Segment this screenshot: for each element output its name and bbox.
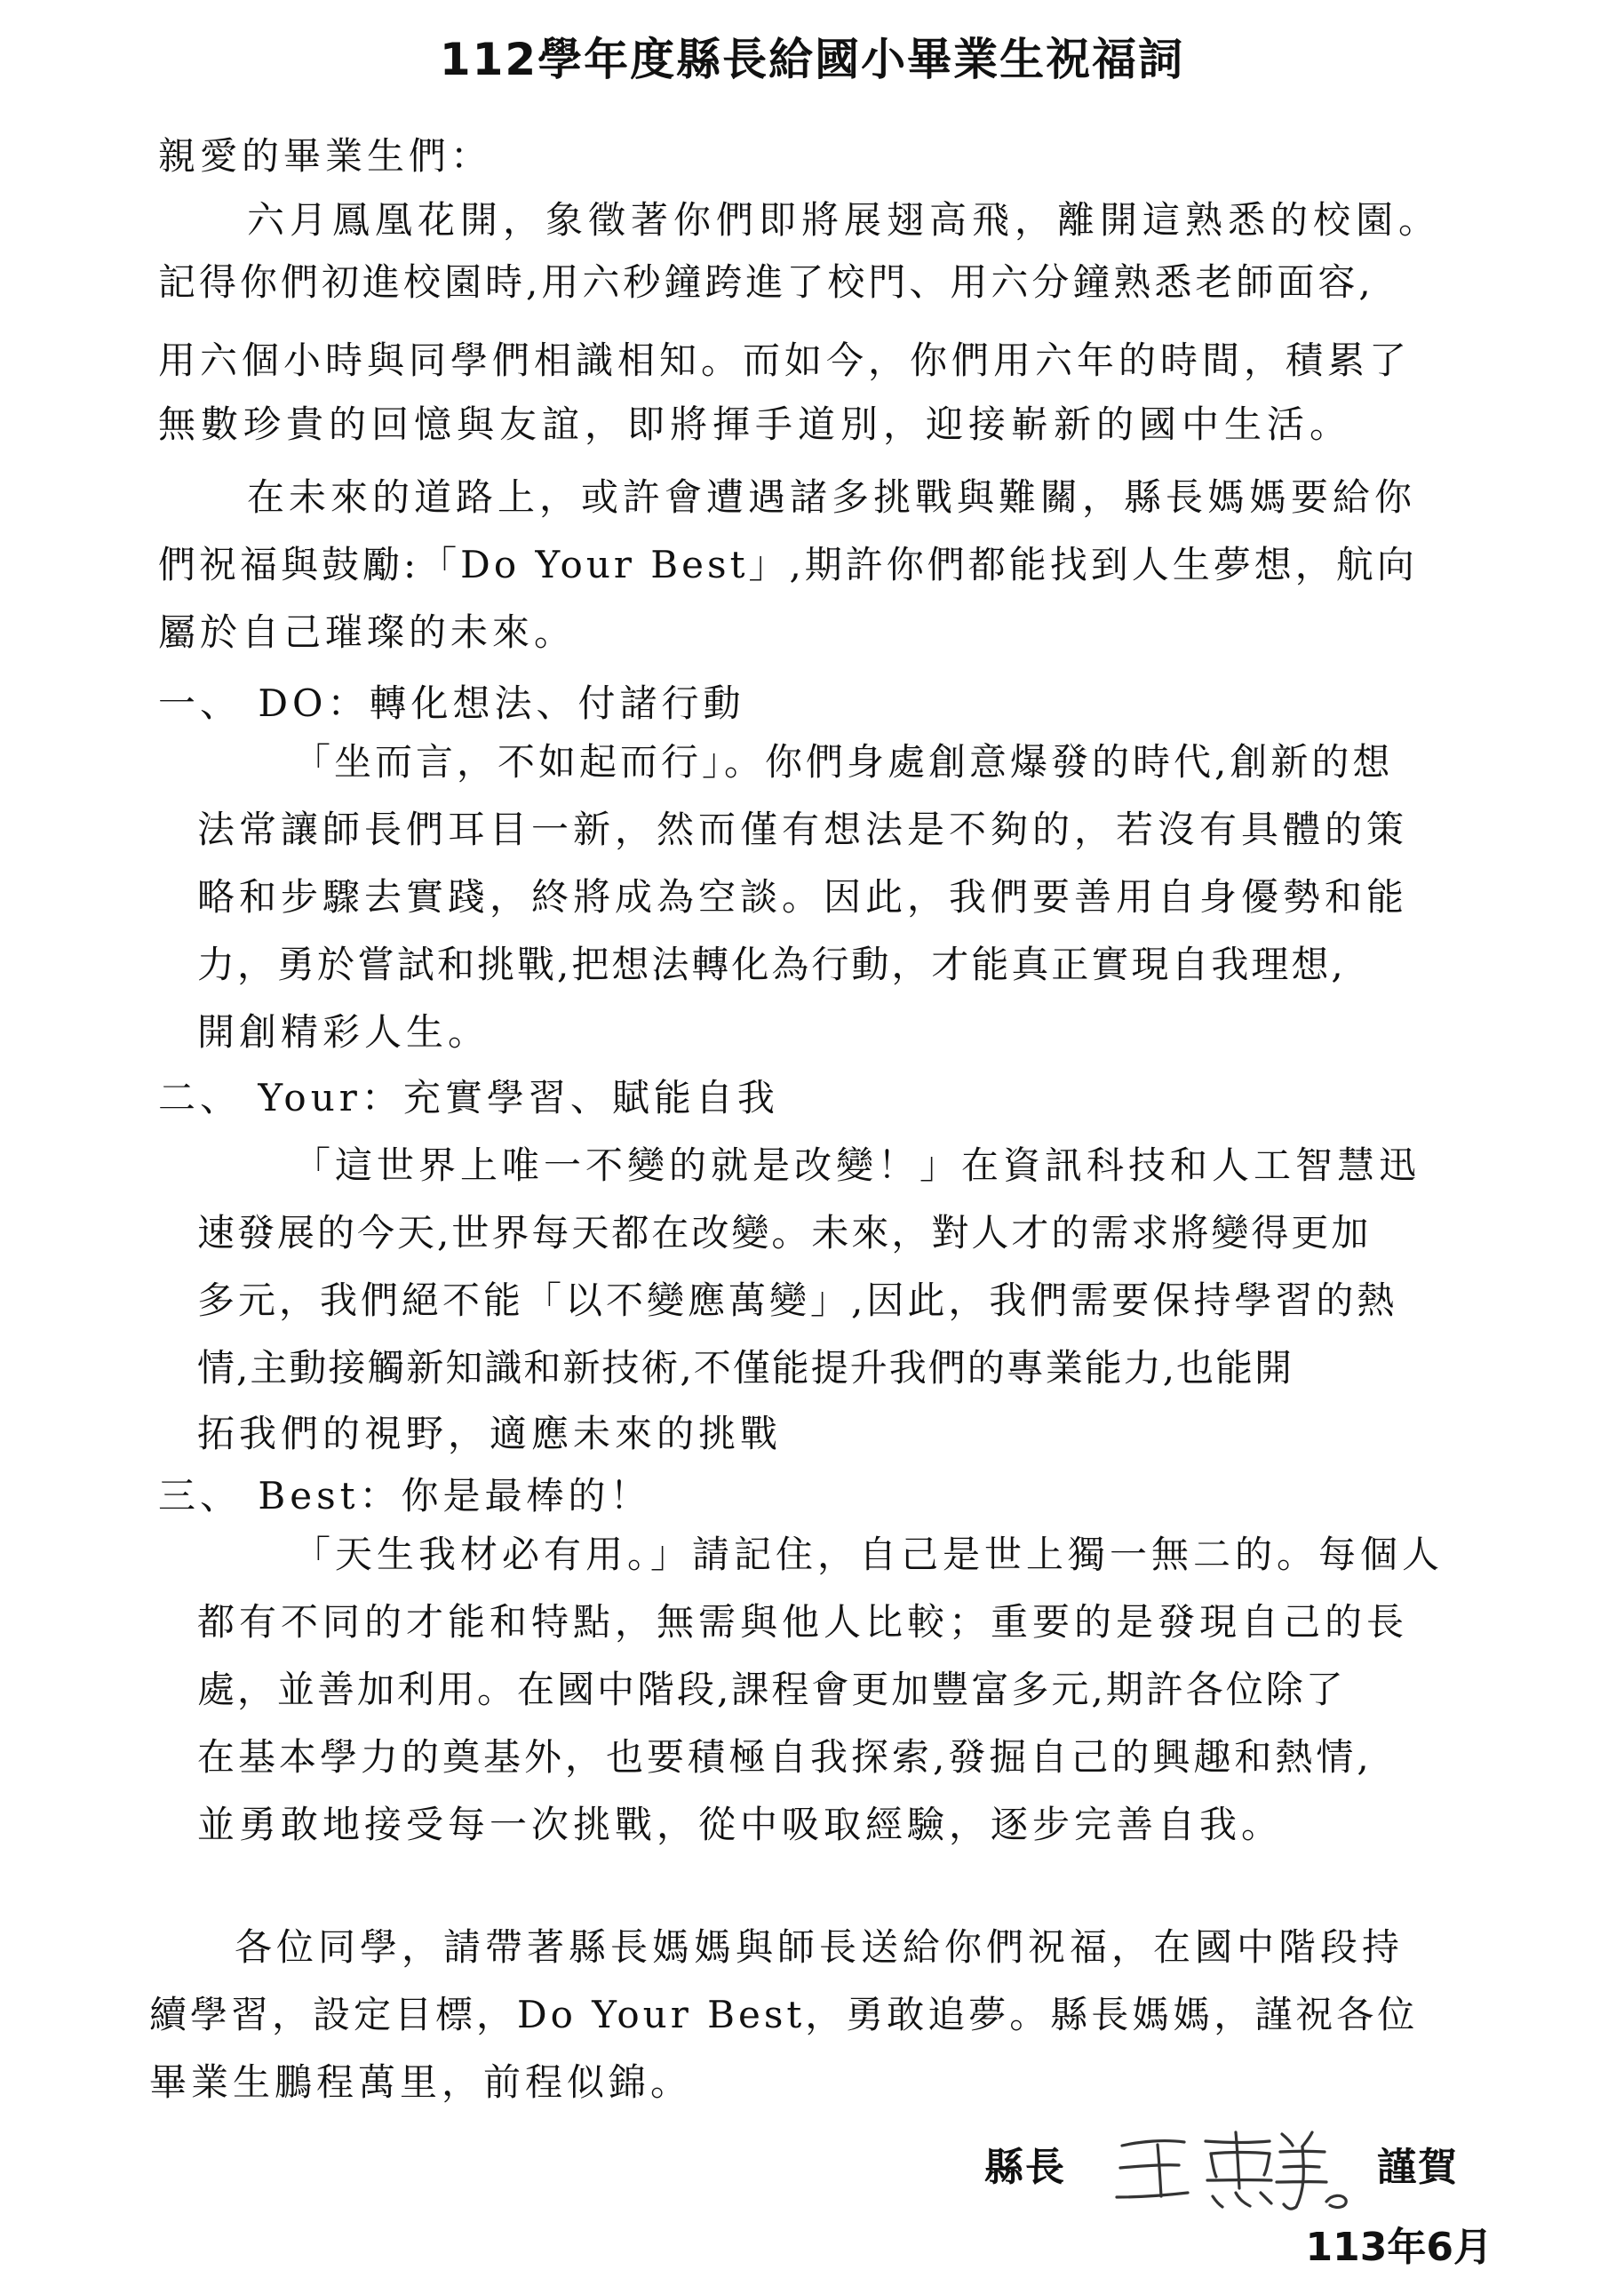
closing-line: 畢業生鵬程萬里，前程似錦。 xyxy=(149,2060,693,2104)
paragraph2-line: 們祝福與鼓勵:「Do Your Best」,期許你們都能找到人生夢想，航向 xyxy=(158,543,1418,586)
section-line: 都有不同的才能和特點，無需與他人比較；重要的是發現自己的長 xyxy=(197,1600,1409,1644)
closing-line: 各位同學，請帶著縣長媽媽與師長送給你們祝福，在國中階段持 xyxy=(235,1925,1405,1969)
intro-line: 六月鳳凰花開，象徵著你們即將展翅高飛，離開這熟悉的校園。 xyxy=(247,198,1442,242)
page-title: 112學年度縣長給國小畢業生祝福詞 xyxy=(439,34,1185,85)
closing-salutation: 謹賀 xyxy=(1377,2145,1459,2190)
intro-line: 無數珍貴的回憶與友誼，即將揮手道別，迎接嶄新的國中生活。 xyxy=(158,402,1353,446)
signature-block xyxy=(977,2123,1493,2212)
paragraph2-line: 屬於自己璀璨的未來。 xyxy=(158,610,577,654)
section-line: 「坐而言，不如起而行」。你們身處創意爆發的時代,創新的想 xyxy=(293,740,1394,784)
section-line: 並勇敢地接受每一次挑戰，從中吸取經驗，逐步完善自我。 xyxy=(197,1803,1284,1846)
intro-line: 用六個小時與同學們相識相知。而如今，你們用六年的時間，積累了 xyxy=(158,339,1412,382)
closing-line: 續學習，設定目標，Do Your Best，勇敢追夢。縣長媽媽，謹祝各位 xyxy=(149,1993,1419,2036)
paragraph2-line: 在未來的道路上，或許會遭遇諸多挑戰與難關，縣長媽媽要給你 xyxy=(247,475,1417,519)
section-line: 處，並善加利用。在國中階段,課程會更加豐富多元,期許各位除了 xyxy=(197,1668,1346,1711)
section-line: 多元，我們絕不能「以不變應萬變」,因此，我們需要保持學習的熱 xyxy=(197,1278,1398,1322)
section-line: 情,主動接觸新知識和新技術,不僅能提升我們的專業能力,也能開 xyxy=(197,1346,1294,1390)
greeting: 親愛的畢業生們： xyxy=(158,134,493,178)
signatory-title: 縣長 xyxy=(984,2145,1066,2190)
handwritten-signature xyxy=(1106,2123,1359,2212)
section-line: 速發展的今天,世界每天都在改變。未來，對人才的需求將變得更加 xyxy=(197,1211,1372,1255)
section-heading: 一、 DO：轉化想法、付諸行動 xyxy=(158,681,745,725)
section-line: 略和步驟去實踐，終將成為空談。因此，我們要善用自身優勢和能 xyxy=(197,875,1409,919)
section-line: 「天生我材必有用。」請記住，自己是世上獨一無二的。每個人 xyxy=(293,1533,1445,1576)
section-line: 拓我們的視野，適應未來的挑戰 xyxy=(197,1412,783,1455)
signature-date: 113年6月 xyxy=(1305,2225,1493,2270)
section-line: 「這世界上唯一不變的就是改變！」在資訊科技和人工智慧迅 xyxy=(293,1143,1421,1187)
section-line: 開創精彩人生。 xyxy=(197,1010,490,1054)
section-heading: 二、 Your：充實學習、賦能自我 xyxy=(158,1076,779,1119)
section-line: 力，勇於嘗試和挑戰,把想法轉化為行動，才能真正實現自我理想, xyxy=(197,943,1346,986)
section-line: 在基本學力的奠基外，也要積極自我探索,發掘自己的興趣和熱情, xyxy=(197,1735,1373,1779)
section-line: 法常讓師長們耳目一新，然而僅有想法是不夠的，若沒有具體的策 xyxy=(197,808,1409,851)
intro-line: 記得你們初進校園時,用六秒鐘跨進了校門、用六分鐘熟悉老師面容, xyxy=(158,260,1374,304)
section-heading: 三、 Best：你是最棒的！ xyxy=(158,1474,652,1517)
